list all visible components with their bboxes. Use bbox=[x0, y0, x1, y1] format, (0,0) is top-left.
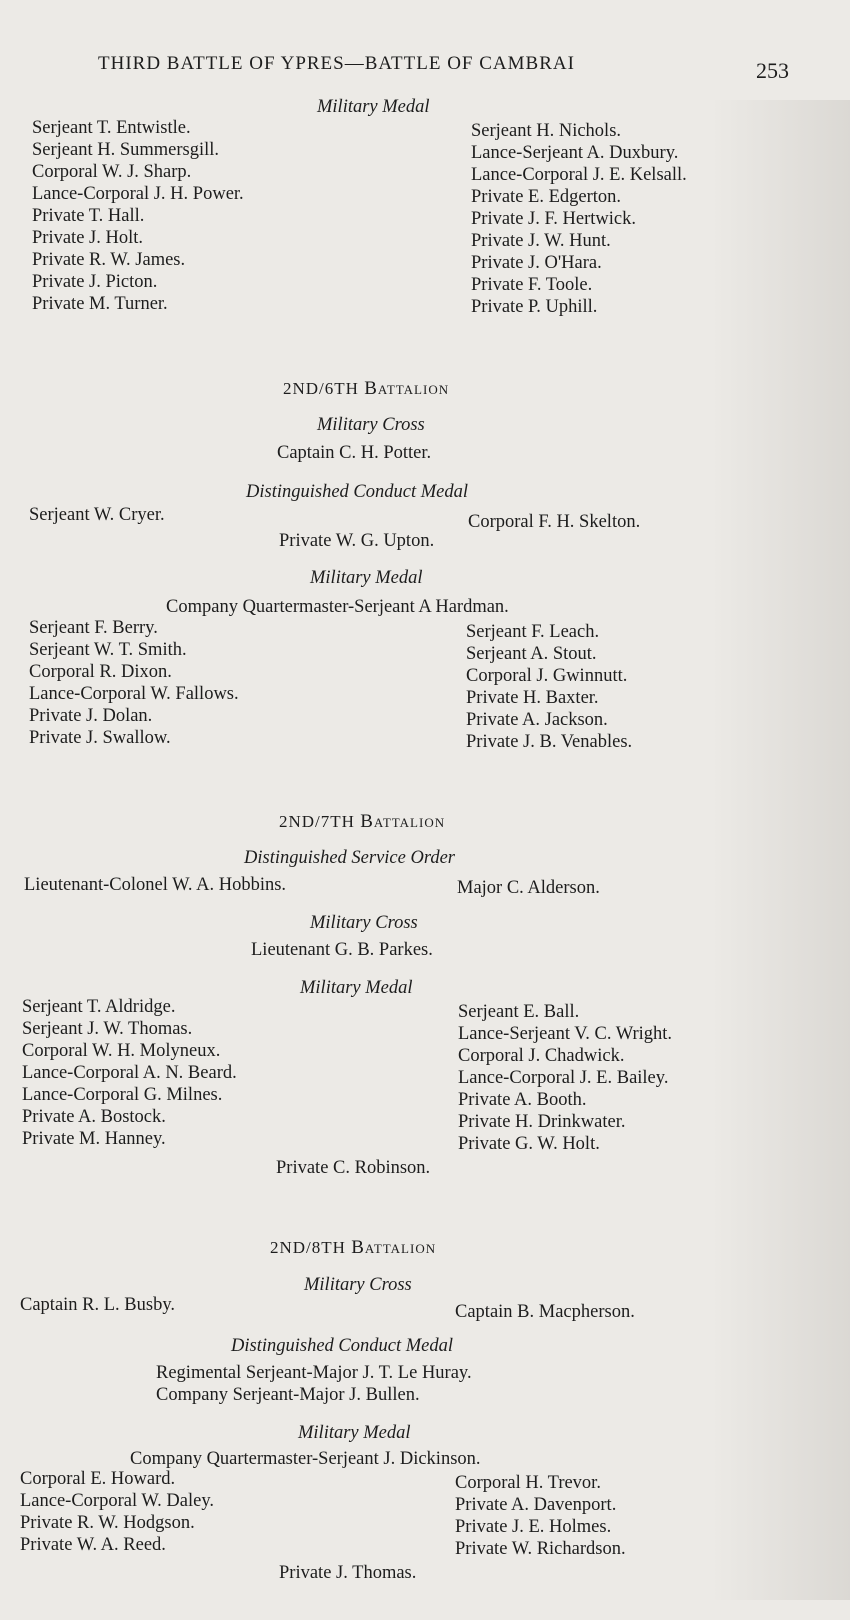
list-item: Corporal H. Trevor. bbox=[455, 1473, 601, 1493]
list-item: Corporal J. Chadwick. bbox=[458, 1046, 625, 1066]
b6-dcm-right: Corporal F. H. Skelton. bbox=[468, 512, 641, 532]
b6-mm-center: Company Quartermaster-Serjeant A Hardman. bbox=[166, 597, 509, 617]
b8-mc-left: Captain R. L. Busby. bbox=[20, 1295, 176, 1315]
list-item: Private R. W. James. bbox=[32, 250, 186, 270]
list-item: Lance-Corporal J. E. Bailey. bbox=[458, 1068, 669, 1088]
battalion-heading-2-8 bbox=[270, 1238, 436, 1257]
b8-mc-title: Military Cross bbox=[304, 1275, 412, 1295]
list-item: Lance-Corporal A. N. Beard. bbox=[22, 1063, 237, 1083]
list-item: Private J. W. Hunt. bbox=[471, 231, 611, 251]
list-item: Private J. F. Hertwick. bbox=[471, 209, 636, 229]
battalion-heading-2-7 bbox=[279, 812, 445, 831]
battalion-number: 2ND/7TH bbox=[279, 812, 355, 831]
list-item: Private J. Picton. bbox=[32, 272, 158, 292]
battalion-number: 2ND/6TH bbox=[283, 379, 359, 398]
b7-dso-left: Lieutenant-Colonel W. A. Hobbins. bbox=[24, 875, 287, 895]
bleed-through-shadow bbox=[710, 100, 850, 1600]
list-item: Private E. Edgerton. bbox=[471, 187, 622, 207]
list-item: Serjeant H. Summersgill. bbox=[32, 140, 220, 160]
list-item: Corporal E. Howard. bbox=[20, 1469, 176, 1489]
battalion-number: 2ND/8TH bbox=[270, 1238, 346, 1257]
list-item: Lance-Corporal J. H. Power. bbox=[32, 184, 244, 204]
list-item: Serjeant T. Entwistle. bbox=[32, 118, 191, 138]
b8-dcm-2: Company Serjeant-Major J. Bullen. bbox=[156, 1385, 420, 1405]
b7-mm-center: Private C. Robinson. bbox=[276, 1158, 431, 1178]
battalion-word: Battalion bbox=[360, 811, 446, 832]
b6-dcm-center: Private W. G. Upton. bbox=[279, 531, 435, 551]
list-item: Lance-Serjeant V. C. Wright. bbox=[458, 1024, 673, 1044]
list-item: Private W. Richardson. bbox=[455, 1539, 626, 1559]
list-item: Corporal R. Dixon. bbox=[29, 662, 172, 682]
list-item: Private A. Booth. bbox=[458, 1090, 587, 1110]
list-item: Serjeant F. Leach. bbox=[466, 622, 600, 642]
list-item: Private H. Drinkwater. bbox=[458, 1112, 626, 1132]
b8-mm-center: Company Quartermaster-Serjeant J. Dickinson. bbox=[130, 1449, 481, 1469]
b8-dcm-title: Distinguished Conduct Medal bbox=[231, 1336, 453, 1356]
list-item: Private G. W. Holt. bbox=[458, 1134, 600, 1154]
list-item: Serjeant W. T. Smith. bbox=[29, 640, 187, 660]
b7-dso-title: Distinguished Service Order bbox=[244, 848, 455, 868]
list-item: Private M. Turner. bbox=[32, 294, 168, 314]
battalion-heading-2-6 bbox=[283, 379, 449, 398]
list-item: Lance-Serjeant A. Duxbury. bbox=[471, 143, 679, 163]
b6-mc-title: Military Cross bbox=[317, 415, 425, 435]
list-item: Serjeant H. Nichols. bbox=[471, 121, 622, 141]
running-head: THIRD BATTLE OF YPRES—BATTLE OF CAMBRAI bbox=[98, 53, 575, 74]
list-item: Private A. Jackson. bbox=[466, 710, 608, 730]
b7-mc-recipient: Lieutenant G. B. Parkes. bbox=[251, 940, 433, 960]
list-item: Serjeant F. Berry. bbox=[29, 618, 158, 638]
list-item: Private T. Hall. bbox=[32, 206, 145, 226]
list-item: Private A. Davenport. bbox=[455, 1495, 617, 1515]
b6-dcm-title: Distinguished Conduct Medal bbox=[246, 482, 468, 502]
list-item: Private J. B. Venables. bbox=[466, 732, 633, 752]
b7-mc-title: Military Cross bbox=[310, 913, 418, 933]
list-item: Private M. Hanney. bbox=[22, 1129, 166, 1149]
list-item: Private J. Swallow. bbox=[29, 728, 171, 748]
list-item: Private H. Baxter. bbox=[466, 688, 599, 708]
list-item: Lance-Corporal W. Daley. bbox=[20, 1491, 215, 1511]
list-item: Corporal J. Gwinnutt. bbox=[466, 666, 628, 686]
b6-mc-recipient: Captain C. H. Potter. bbox=[277, 443, 432, 463]
list-item: Private F. Toole. bbox=[471, 275, 593, 295]
list-item: Serjeant A. Stout. bbox=[466, 644, 597, 664]
list-item: Lance-Corporal G. Milnes. bbox=[22, 1085, 223, 1105]
s1-title: Military Medal bbox=[317, 97, 430, 117]
list-item: Private R. W. Hodgson. bbox=[20, 1513, 195, 1533]
list-item: Serjeant T. Aldridge. bbox=[22, 997, 176, 1017]
list-item: Private A. Bostock. bbox=[22, 1107, 166, 1127]
battalion-word: Battalion bbox=[351, 1237, 437, 1258]
list-item: Serjeant E. Ball. bbox=[458, 1002, 580, 1022]
list-item: Serjeant J. W. Thomas. bbox=[22, 1019, 193, 1039]
b7-dso-right: Major C. Alderson. bbox=[457, 878, 600, 898]
b8-mc-right: Captain B. Macpherson. bbox=[455, 1302, 635, 1322]
list-item: Corporal W. J. Sharp. bbox=[32, 162, 192, 182]
list-item: Private J. Dolan. bbox=[29, 706, 153, 726]
list-item: Lance-Corporal J. E. Kelsall. bbox=[471, 165, 687, 185]
list-item: Private J. E. Holmes. bbox=[455, 1517, 612, 1537]
b6-dcm-left: Serjeant W. Cryer. bbox=[29, 505, 165, 525]
b6-mm-title: Military Medal bbox=[310, 568, 423, 588]
list-item: Private W. A. Reed. bbox=[20, 1535, 166, 1555]
list-item: Lance-Corporal W. Fallows. bbox=[29, 684, 239, 704]
b8-dcm-1: Regimental Serjeant-Major J. T. Le Huray. bbox=[156, 1363, 472, 1383]
list-item: Private J. O'Hara. bbox=[471, 253, 602, 273]
list-item: Corporal W. H. Molyneux. bbox=[22, 1041, 221, 1061]
page-number: 253 bbox=[756, 58, 789, 83]
list-item: Private J. Holt. bbox=[32, 228, 143, 248]
b8-mm-title: Military Medal bbox=[298, 1423, 411, 1443]
b7-mm-title: Military Medal bbox=[300, 978, 413, 998]
battalion-word: Battalion bbox=[364, 378, 450, 399]
b8-mm-last: Private J. Thomas. bbox=[279, 1563, 417, 1583]
list-item: Private P. Uphill. bbox=[471, 297, 598, 317]
